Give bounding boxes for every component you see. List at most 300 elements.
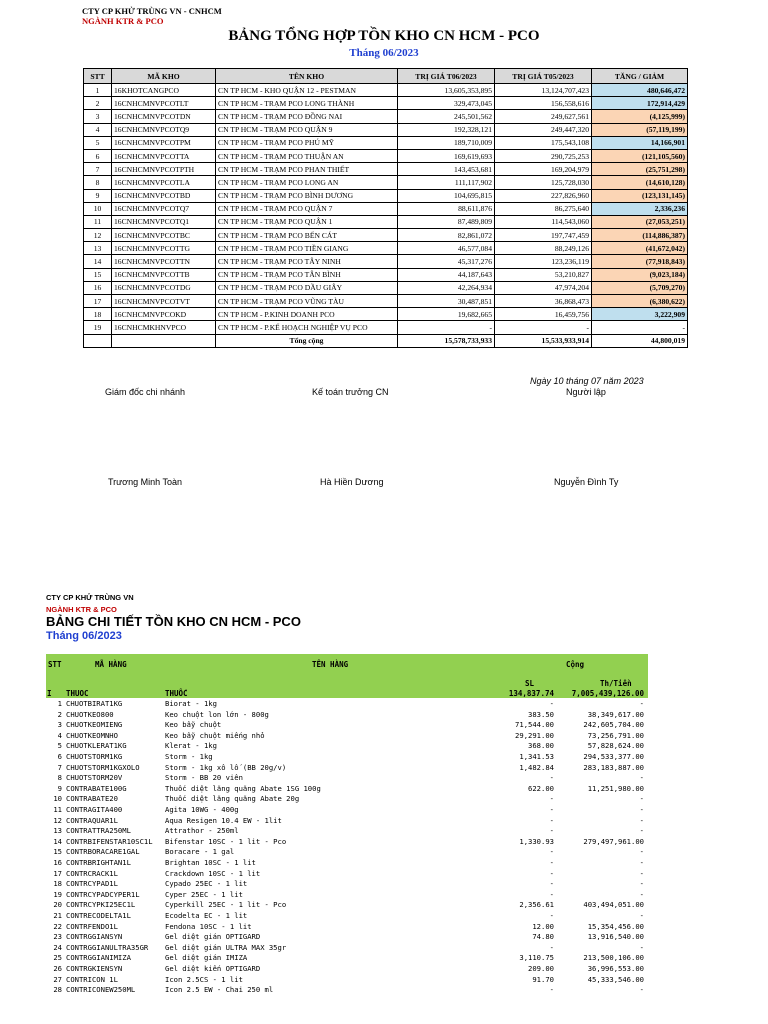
detail-name: Icon 2.5 EW - Chai 250 ml xyxy=(165,985,274,995)
row-t06: 245,501,562 xyxy=(398,110,495,123)
signer-3-role: Người lập xyxy=(566,387,606,397)
detail-qty: - xyxy=(549,889,554,899)
row-t06: 13,605,353,895 xyxy=(398,84,495,97)
date-line: Ngày 10 tháng 07 năm 2023 xyxy=(530,376,644,386)
summary-row xyxy=(84,321,688,334)
detail-stt: 5 xyxy=(57,741,62,751)
row-stt: 17 xyxy=(84,295,112,308)
row-diff: 2,336,236 xyxy=(592,202,688,215)
row-stt: 11 xyxy=(84,215,112,228)
row-name: CN TP HCM - TRẠM PCO TÂN BÌNH xyxy=(216,268,398,281)
detail-code: CONTRGGIANULTRA35GR xyxy=(66,942,149,952)
detail-row xyxy=(46,953,648,963)
row-t06: 169,619,693 xyxy=(398,149,495,162)
summary-row xyxy=(84,308,688,321)
row-t06: 45,317,276 xyxy=(398,255,495,268)
row-code: 16CNHCMNVPCOTQ9 xyxy=(112,123,216,136)
detail-qty: 74.80 xyxy=(532,932,554,942)
detail-name: Gel diệt gián OPTIGARD xyxy=(165,932,261,942)
row-stt: 8 xyxy=(84,176,112,189)
detail-name: Storm - 1kg xô lố (BB 20g/v) xyxy=(165,762,287,772)
detail-col-stt: STT xyxy=(48,660,62,669)
detail-name: Ecodelta EC - 1 lit xyxy=(165,911,248,920)
summary-row xyxy=(84,97,688,110)
row-t05: 290,725,253 xyxy=(495,149,592,162)
row-t06: 192,328,121 xyxy=(398,123,495,136)
row-t05: 86,275,640 xyxy=(495,202,592,215)
detail-stt: 11 xyxy=(53,805,62,814)
detail-col-name: TÊN HÀNG xyxy=(312,660,349,669)
row-t06: 30,487,851 xyxy=(398,295,495,308)
row-t06: 82,861,072 xyxy=(398,229,495,242)
row-t05: 169,204,979 xyxy=(495,163,592,176)
detail-stt: 2 xyxy=(57,709,62,719)
total-label: Tổng cộng xyxy=(216,334,398,347)
detail-name: Thuốc diệt lăng quăng Abate 20g xyxy=(165,794,300,804)
detail-qty: 29,291.00 xyxy=(515,730,554,740)
detail-stt: 6 xyxy=(57,752,62,761)
col-header-code: MÃ KHO xyxy=(112,69,216,84)
summary-row xyxy=(84,215,688,228)
detail-qty: - xyxy=(549,858,554,867)
detail-name: Gel diệt gián IMIZA xyxy=(165,953,248,963)
detail-code: CONTRAQUAR1L xyxy=(66,815,118,825)
detail-stt: 21 xyxy=(53,911,62,920)
row-t05: 197,747,459 xyxy=(495,229,592,242)
detail-row xyxy=(46,869,648,879)
row-code: 16CNHCMNVPCOTTN xyxy=(112,255,216,268)
row-stt: 19 xyxy=(84,321,112,334)
detail-qty: 3,110.75 xyxy=(519,953,554,963)
summary-row xyxy=(84,281,688,294)
row-diff: (123,131,145) xyxy=(592,189,688,202)
row-code: 16CNHCMNVPCOTDN xyxy=(112,110,216,123)
detail-amount: 15,354,456.00 xyxy=(587,921,644,931)
detail-name: Icon 2.5CS - 1 lit xyxy=(165,974,243,984)
detail-qty: - xyxy=(549,879,554,889)
row-name: CN TP HCM - TRẠM PCO THUẬN AN xyxy=(216,149,398,162)
detail-qty: 1,341.53 xyxy=(519,752,554,761)
summary-row xyxy=(84,123,688,136)
summary-row xyxy=(84,202,688,215)
detail-stt: 25 xyxy=(53,953,62,963)
detail-month: Tháng 06/2023 xyxy=(46,630,122,642)
detail-amount: 283,183,887.00 xyxy=(583,762,644,772)
detail-code: CONTRBIFENSTAR10SC1L xyxy=(66,836,153,846)
detail-name: Gel diệt gián ULTRA MAX 35gr xyxy=(165,942,287,952)
detail-code: CONTRCYPAD1L xyxy=(66,879,118,889)
detail-code: CHUOTSTORM20V xyxy=(66,773,123,783)
summary-body xyxy=(84,84,688,335)
detail-qty: 1,482.84 xyxy=(519,762,554,772)
row-t05: 36,868,473 xyxy=(495,295,592,308)
detail-stt: 26 xyxy=(53,964,62,973)
detail-col-amount: Th/Tiền xyxy=(600,679,632,688)
row-diff: (6,380,622) xyxy=(592,295,688,308)
detail-qty: 71,544.00 xyxy=(515,720,554,730)
detail-stt: 24 xyxy=(53,942,62,952)
detail-code: CONTRBRIGHTAN1L xyxy=(66,858,131,867)
detail-code: CONTRGGIANSYN xyxy=(66,932,123,942)
detail-amount: - xyxy=(639,911,644,920)
detail-stt: 1 xyxy=(57,699,62,708)
row-t06: 189,710,009 xyxy=(398,136,495,149)
detail-stt: 7 xyxy=(57,762,62,772)
detail-amount: 403,494,051.00 xyxy=(583,900,644,910)
row-diff: (121,105,560) xyxy=(592,149,688,162)
detail-row xyxy=(46,985,648,995)
detail-stt: 9 xyxy=(57,783,62,793)
detail-amount: 294,533,377.00 xyxy=(583,752,644,761)
detail-amount: - xyxy=(639,794,644,804)
detail-code: CHUOTKLERAT1KG xyxy=(66,741,127,751)
detail-name: Cyperkill 25EC - 1 lit - Pco xyxy=(165,900,287,910)
group-stt: I xyxy=(47,689,52,698)
row-name: CN TP HCM - TRẠM PCO QUẬN 9 xyxy=(216,123,398,136)
detail-stt: 28 xyxy=(53,985,62,995)
summary-row xyxy=(84,295,688,308)
detail-code: CHUOTKEOMNHO xyxy=(66,730,118,740)
row-code: 16CNHCMKHNVPCO xyxy=(112,321,216,334)
detail-col-total: Cộng xyxy=(566,660,585,669)
detail-qty: - xyxy=(549,868,554,878)
group-amount: 7,005,439,126.00 xyxy=(571,689,644,698)
detail-qty: - xyxy=(549,826,554,836)
detail-amount: - xyxy=(639,805,644,814)
summary-row xyxy=(84,189,688,202)
detail-row xyxy=(46,826,648,836)
detail-qty: - xyxy=(549,911,554,920)
detail-qty: 12.00 xyxy=(532,921,554,931)
row-t06: 44,187,643 xyxy=(398,268,495,281)
row-diff: (4,125,999) xyxy=(592,110,688,123)
row-t05: 227,826,960 xyxy=(495,189,592,202)
row-stt: 3 xyxy=(84,110,112,123)
col-header-stt: STT xyxy=(84,69,112,84)
detail-row xyxy=(46,911,648,921)
row-t06: 104,695,815 xyxy=(398,189,495,202)
detail-qty: 383.50 xyxy=(528,709,554,719)
row-name: CN TP HCM - TRẠM PCO VŨNG TÀU xyxy=(216,295,398,308)
detail-name: Bifenstar 10SC - 1 lit - Pco xyxy=(165,836,287,846)
detail-qty: - xyxy=(549,699,554,708)
row-code: 16CNHCMNVPCOKD xyxy=(112,308,216,321)
detail-name: Keo chuột lon lớn - 800g xyxy=(165,709,269,719)
detail-code: CONTRGKIENSYN xyxy=(66,964,123,973)
detail-code: CONTRICONEW250ML xyxy=(66,985,136,995)
detail-amount: - xyxy=(639,868,644,878)
signer-1-name: Trương Minh Toàn xyxy=(108,477,182,487)
detail-name: Brightan 10SC - 1 lit xyxy=(165,858,256,867)
detail-row xyxy=(46,847,648,857)
detail-amount: - xyxy=(639,858,644,867)
summary-row xyxy=(84,84,688,97)
row-stt: 12 xyxy=(84,229,112,242)
row-diff: (41,672,042) xyxy=(592,242,688,255)
detail-col-qty: SL xyxy=(525,679,535,688)
detail-row xyxy=(46,900,648,910)
detail-stt: 3 xyxy=(57,720,62,730)
row-diff: (114,886,387) xyxy=(592,229,688,242)
company-name: CTY CP KHỬ TRÙNG VN - CNHCM xyxy=(82,6,222,16)
row-diff: 3,222,909 xyxy=(592,308,688,321)
detail-qty: 368.00 xyxy=(528,741,554,751)
detail-code: CONTRAGITA400 xyxy=(66,805,123,814)
detail-code: CONTRABATE20 xyxy=(66,794,118,804)
row-code: 16KHOTCANGPCO xyxy=(112,84,216,97)
row-t06: 88,611,876 xyxy=(398,202,495,215)
row-name: CN TP HCM - TRẠM PCO PHAN THIẾT xyxy=(216,163,398,176)
row-code: 16CNHCMNVPCOTPM xyxy=(112,136,216,149)
detail-row xyxy=(46,975,648,985)
row-t05: 249,627,561 xyxy=(495,110,592,123)
detail-name: Biorat - 1kg xyxy=(165,699,217,708)
row-stt: 13 xyxy=(84,242,112,255)
detail-code: CHUOTSTORM1KGXOLO xyxy=(66,762,140,772)
detail-amount: - xyxy=(639,773,644,783)
row-name: CN TP HCM - TRẠM PCO QUẬN 1 xyxy=(216,215,398,228)
detail-name: Thuốc diệt lăng quăng Abate 1SG 100g xyxy=(165,783,321,793)
detail-stt: 8 xyxy=(57,773,62,783)
detail-row xyxy=(46,784,648,794)
division-name: NGÀNH KTR & PCO xyxy=(82,16,164,26)
detail-amount: - xyxy=(639,815,644,825)
summary-row xyxy=(84,136,688,149)
row-diff: (5,709,270) xyxy=(592,281,688,294)
summary-table xyxy=(83,68,688,348)
detail-row xyxy=(46,794,648,804)
row-stt: 2 xyxy=(84,97,112,110)
detail-qty: - xyxy=(549,985,554,995)
detail-name: Aqua Resigen 10.4 EW - 1lit xyxy=(165,815,282,825)
row-name: CN TP HCM - P.KẾ HOẠCH NGHIỆP VỤ PCO xyxy=(216,321,398,334)
col-header-t06: TRỊ GIÁ T06/2023 xyxy=(398,69,495,84)
total-t05: 15,533,933,914 xyxy=(495,334,592,347)
detail-code: CHUOTKEO800 xyxy=(66,709,114,719)
detail-amount: 73,256,791.00 xyxy=(587,730,644,740)
row-t06: 143,453,681 xyxy=(398,163,495,176)
detail-amount: - xyxy=(639,985,644,995)
detail-division-name: NGÀNH KTR & PCO xyxy=(46,605,117,614)
row-stt: 9 xyxy=(84,189,112,202)
signer-3-name: Nguyễn Đình Ty xyxy=(554,477,619,487)
detail-qty: - xyxy=(549,942,554,952)
row-t05: 47,974,204 xyxy=(495,281,592,294)
summary-title: BẢNG TỔNG HỢP TỒN KHO CN HCM - PCO xyxy=(228,28,540,44)
group-qty: 134,837.74 xyxy=(508,689,554,698)
detail-row xyxy=(46,932,648,942)
row-stt: 10 xyxy=(84,202,112,215)
detail-row xyxy=(46,710,648,720)
detail-name: Keo bẫy chuột xyxy=(165,720,222,730)
summary-row xyxy=(84,268,688,281)
detail-name: Crackdown 10SC - 1 lit xyxy=(165,868,261,878)
detail-row xyxy=(46,879,648,889)
row-t06: 42,264,934 xyxy=(398,281,495,294)
summary-row xyxy=(84,255,688,268)
detail-amount: - xyxy=(639,699,644,708)
detail-name: Gel diệt kiến OPTIGARD xyxy=(165,964,261,973)
summary-row xyxy=(84,242,688,255)
detail-code: CONTRCYPADCYPER1L xyxy=(66,889,140,899)
row-stt: 14 xyxy=(84,255,112,268)
detail-row xyxy=(46,964,648,974)
row-code: 16CNHCMNVPCOTTA xyxy=(112,149,216,162)
row-stt: 15 xyxy=(84,268,112,281)
detail-qty: 91.70 xyxy=(532,974,554,984)
group-code: THUOC xyxy=(66,689,89,698)
row-stt: 7 xyxy=(84,163,112,176)
summary-total-row xyxy=(84,334,688,347)
row-name: CN TP HCM - TRẠM PCO TÂY NINH xyxy=(216,255,398,268)
col-header-name: TÊN KHO xyxy=(216,69,398,84)
detail-name: Attrathor - 250ml xyxy=(165,826,239,836)
signer-2-name: Hà Hiền Dương xyxy=(320,477,384,487)
detail-row xyxy=(46,752,648,762)
detail-stt: 4 xyxy=(57,730,62,740)
detail-amount: - xyxy=(639,847,644,857)
detail-amount: 38,349,617.00 xyxy=(587,709,644,719)
row-t05: 249,447,320 xyxy=(495,123,592,136)
detail-stt: 12 xyxy=(53,815,62,825)
detail-row xyxy=(46,699,648,709)
total-diff: 44,800,019 xyxy=(592,334,688,347)
row-code: 16CNHCMNVPCOTTB xyxy=(112,268,216,281)
detail-row xyxy=(46,720,648,730)
summary-header-row xyxy=(84,69,688,84)
detail-amount: 242,605,704.00 xyxy=(583,720,644,730)
detail-qty: 209.00 xyxy=(528,964,554,973)
detail-qty: - xyxy=(549,805,554,814)
detail-row xyxy=(46,805,648,815)
signer-1-role: Giám đốc chi nhánh xyxy=(105,387,186,397)
detail-row xyxy=(46,763,648,773)
group-name: THUỐC xyxy=(165,689,188,698)
detail-amount: - xyxy=(639,942,644,952)
detail-row xyxy=(46,837,648,847)
row-stt: 1 xyxy=(84,84,112,97)
row-t06: 111,117,902 xyxy=(398,176,495,189)
row-name: CN TP HCM - TRẠM PCO LONG AN xyxy=(216,176,398,189)
detail-stt: 14 xyxy=(53,836,62,846)
detail-qty: - xyxy=(549,815,554,825)
detail-qty: 622.00 xyxy=(528,783,554,793)
signer-2-role: Kế toán trưởng CN xyxy=(312,387,389,397)
detail-name: Agita 10WG - 400g xyxy=(165,805,239,814)
detail-stt: 20 xyxy=(53,900,62,910)
detail-group-row xyxy=(46,689,648,698)
detail-name: Storm - BB 20 viên xyxy=(165,773,243,783)
row-code: 16CNHCMNVPCOTQ7 xyxy=(112,202,216,215)
detail-name: Storm - 1kg xyxy=(165,752,213,761)
detail-amount: - xyxy=(639,826,644,836)
detail-amount: 13,916,540.00 xyxy=(587,932,644,942)
detail-amount: 57,828,624.00 xyxy=(587,741,644,751)
detail-name: Klerat - 1kg xyxy=(165,741,217,751)
detail-stt: 23 xyxy=(53,932,62,942)
row-t06: 87,489,809 xyxy=(398,215,495,228)
detail-code: CONTRCYPKI25EC1L xyxy=(66,900,136,910)
row-code: 16CNHCMNVPCOTVT xyxy=(112,295,216,308)
row-name: CN TP HCM - TRẠM PCO LONG THÀNH xyxy=(216,97,398,110)
detail-stt: 10 xyxy=(53,794,62,804)
row-name: CN TP HCM - TRẠM PCO DẦU GIÂY xyxy=(216,281,398,294)
detail-code: CONTRFENDO1L xyxy=(66,921,118,931)
row-code: 16CNHCMNVPCOTLA xyxy=(112,176,216,189)
row-name: CN TP HCM - TRẠM PCO QUẬN 7 xyxy=(216,202,398,215)
row-diff: 14,166,901 xyxy=(592,136,688,149)
row-code: 16CNHCMNVPCOTBD xyxy=(112,189,216,202)
row-name: CN TP HCM - P.KINH DOANH PCO xyxy=(216,308,398,321)
row-t05: 175,543,108 xyxy=(495,136,592,149)
detail-row xyxy=(46,890,648,900)
summary-row xyxy=(84,176,688,189)
col-header-diff: TĂNG / GIẢM xyxy=(592,69,688,84)
row-t05: 123,236,119 xyxy=(495,255,592,268)
row-t05: - xyxy=(495,321,592,334)
row-code: 16CNHCMNVPCOTBC xyxy=(112,229,216,242)
row-t06: 19,682,665 xyxy=(398,308,495,321)
detail-amount: - xyxy=(639,879,644,889)
row-t06: 46,577,084 xyxy=(398,242,495,255)
detail-col-code: MÃ HÀNG xyxy=(95,660,127,669)
detail-name: Fendona 10SC - 1 lit xyxy=(165,921,252,931)
detail-row xyxy=(46,922,648,932)
detail-qty: 1,330.93 xyxy=(519,836,554,846)
row-diff: (77,918,843) xyxy=(592,255,688,268)
detail-stt: 17 xyxy=(53,868,62,878)
row-stt: 18 xyxy=(84,308,112,321)
detail-amount: - xyxy=(639,889,644,899)
summary-row xyxy=(84,110,688,123)
detail-amount: 36,996,553.00 xyxy=(587,964,644,973)
detail-amount: 11,251,980.00 xyxy=(587,783,644,793)
row-diff: (14,610,128) xyxy=(592,176,688,189)
row-name: CN TP HCM - TRẠM PCO BẾN CÁT xyxy=(216,229,398,242)
col-header-t05: TRỊ GIÁ T05/2023 xyxy=(495,69,592,84)
detail-stt: 18 xyxy=(53,879,62,889)
detail-qty: - xyxy=(549,773,554,783)
row-diff: (25,751,298) xyxy=(592,163,688,176)
detail-qty: 2,356.61 xyxy=(519,900,554,910)
row-diff: 172,914,429 xyxy=(592,97,688,110)
row-name: CN TP HCM - TRẠM PCO PHÚ MỸ xyxy=(216,136,398,149)
row-name: CN TP HCM - KHO QUẬN 12 - PESTMAN xyxy=(216,84,398,97)
row-stt: 6 xyxy=(84,149,112,162)
detail-code: CONTRABATE100G xyxy=(66,783,127,793)
row-t05: 125,728,030 xyxy=(495,176,592,189)
total-t06: 15,578,733,933 xyxy=(398,334,495,347)
row-code: 16CNHCMNVPCOTPTH xyxy=(112,163,216,176)
detail-code: CHUOTKEOMIENG xyxy=(66,720,123,730)
detail-row xyxy=(46,773,648,783)
detail-row xyxy=(46,816,648,826)
row-diff: 480,646,472 xyxy=(592,84,688,97)
row-diff: (27,053,251) xyxy=(592,215,688,228)
detail-stt: 27 xyxy=(53,974,62,984)
detail-code: CONTRBORACARE1GAL xyxy=(66,847,140,857)
detail-qty: - xyxy=(549,847,554,857)
detail-amount: 213,500,106.00 xyxy=(583,953,644,963)
detail-name: Boracare - 1 gal xyxy=(165,847,235,857)
detail-stt: 13 xyxy=(53,826,62,836)
detail-code: CHUOTBIRAT1KG xyxy=(66,699,123,708)
row-stt: 5 xyxy=(84,136,112,149)
row-code: 16CNHCMNVPCOTLT xyxy=(112,97,216,110)
row-t05: 13,124,707,423 xyxy=(495,84,592,97)
row-t05: 114,543,060 xyxy=(495,215,592,228)
row-diff: (9,023,184) xyxy=(592,268,688,281)
